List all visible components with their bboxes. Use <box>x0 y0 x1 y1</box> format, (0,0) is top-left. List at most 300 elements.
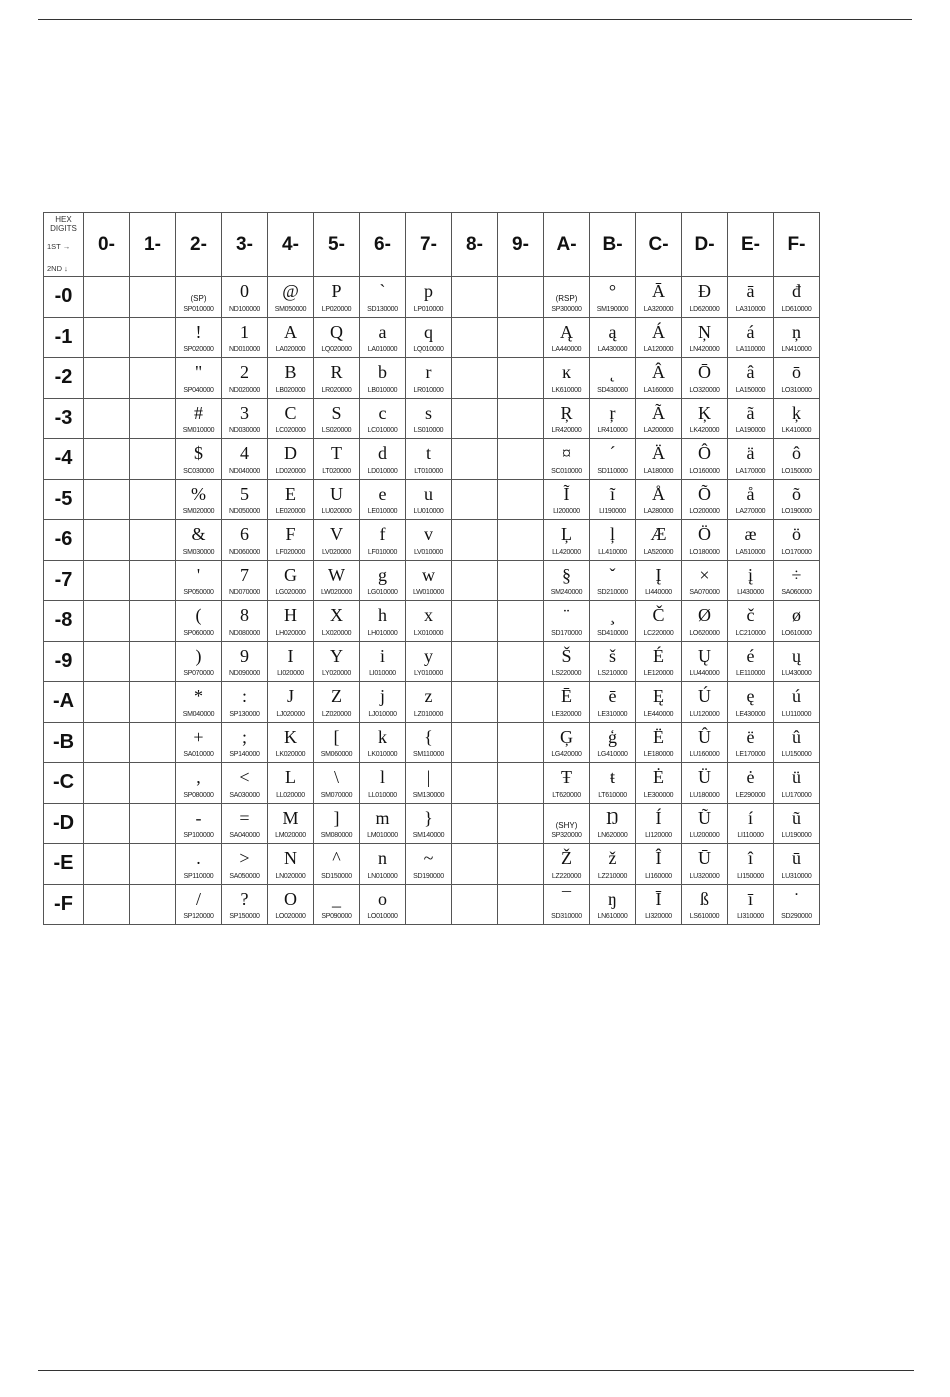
row-header: -D <box>44 803 84 844</box>
character-code: SD150000 <box>321 872 352 880</box>
character-code: LK610000 <box>551 386 582 394</box>
character-cell <box>544 398 590 439</box>
character-glyph: T <box>331 443 342 463</box>
character-cell <box>222 520 268 561</box>
table-row <box>44 520 820 561</box>
character-code: LN020000 <box>275 872 306 880</box>
column-header: 1- <box>130 213 176 277</box>
character-cell <box>636 439 682 480</box>
character-glyph: C <box>284 402 297 423</box>
character-glyph: / <box>195 888 201 909</box>
character-glyph: ~ <box>423 848 434 868</box>
empty-cell <box>452 439 498 480</box>
character-code: LK410000 <box>781 427 812 434</box>
column-header: 8- <box>452 213 498 277</box>
character-glyph: V <box>330 524 343 544</box>
character-code: LI190000 <box>599 508 626 515</box>
character-code: LX020000 <box>321 629 352 637</box>
character-glyph: ä <box>746 443 755 463</box>
character-glyph: E <box>285 483 296 504</box>
character-code: SM050000 <box>274 305 307 313</box>
character-code: LE170000 <box>735 751 766 758</box>
character-code: LA180000 <box>643 467 674 475</box>
character-code: LO620000 <box>689 629 720 637</box>
character-glyph: S <box>331 402 342 423</box>
character-glyph: Ú <box>698 686 711 706</box>
character-code: LA520000 <box>643 548 674 556</box>
character-cell <box>176 803 222 844</box>
character-glyph: G <box>284 564 297 585</box>
character-glyph: 4 <box>240 443 249 463</box>
table-body <box>44 277 820 925</box>
character-code: LE110000 <box>735 670 765 677</box>
character-cell <box>636 560 682 601</box>
character-cell <box>314 844 360 885</box>
character-glyph: c <box>378 402 387 423</box>
character-code: LA150000 <box>735 386 766 394</box>
character-cell <box>728 479 774 520</box>
character-code: LG410000 <box>597 751 628 758</box>
character-glyph: Ŋ <box>606 807 619 828</box>
empty-cell <box>452 763 498 804</box>
character-cell <box>268 479 314 520</box>
character-glyph: Į <box>655 564 662 585</box>
character-glyph: ŧ <box>609 767 615 787</box>
character-code: LV020000 <box>321 548 351 556</box>
empty-cell <box>130 601 176 642</box>
character-cell <box>728 560 774 601</box>
character-cell <box>544 682 590 723</box>
character-cell <box>544 763 590 804</box>
character-glyph: (RSP) <box>555 294 578 303</box>
character-code: SP300000 <box>551 305 582 313</box>
character-glyph: d <box>378 443 387 463</box>
character-cell <box>682 722 728 763</box>
character-glyph: å <box>746 483 755 504</box>
character-code: SM240000 <box>550 589 583 596</box>
character-glyph: Ū <box>698 848 711 868</box>
column-header: B- <box>590 213 636 277</box>
character-glyph: ˛ <box>609 362 616 382</box>
character-code: LD010000 <box>367 467 398 475</box>
column-header: 5- <box>314 213 360 277</box>
character-glyph: Ė <box>653 767 664 787</box>
character-glyph: O <box>284 888 297 909</box>
character-glyph: 9 <box>240 645 249 666</box>
character-glyph: $ <box>194 443 203 463</box>
character-code: LT610000 <box>598 791 627 799</box>
character-glyph: Ä <box>652 443 665 463</box>
character-code: LC210000 <box>735 629 766 637</box>
character-glyph: \ <box>333 767 339 787</box>
character-code: LA510000 <box>735 548 766 556</box>
character-code: LO170000 <box>781 548 812 556</box>
character-glyph: ? <box>240 888 249 909</box>
character-cell <box>636 763 682 804</box>
character-cell <box>728 682 774 723</box>
character-cell <box>222 641 268 682</box>
character-code: LD610000 <box>781 305 812 313</box>
empty-cell <box>498 277 544 318</box>
character-glyph: (SP) <box>190 294 207 303</box>
character-cell <box>544 277 590 318</box>
row-header: -1 <box>44 317 84 358</box>
character-glyph: ũ <box>792 807 801 828</box>
character-code: SM060000 <box>320 751 353 758</box>
character-code: SP150000 <box>229 913 260 920</box>
character-code: LA310000 <box>735 305 766 313</box>
character-glyph: Ë <box>653 726 664 747</box>
character-glyph: ę <box>746 686 755 706</box>
empty-cell <box>84 398 130 439</box>
empty-cell <box>130 277 176 318</box>
character-cell <box>728 520 774 561</box>
character-glyph: q <box>424 321 433 342</box>
character-glyph: v <box>424 524 433 544</box>
row-header: -F <box>44 884 84 925</box>
character-cell <box>728 803 774 844</box>
character-glyph: ^ <box>332 848 341 868</box>
character-glyph: e <box>378 483 387 504</box>
character-glyph: ú <box>792 686 801 706</box>
character-glyph: ' <box>196 564 201 585</box>
character-cell <box>314 763 360 804</box>
character-glyph: b <box>378 362 387 382</box>
empty-cell <box>84 439 130 480</box>
character-glyph: ų <box>792 645 801 666</box>
character-code: LR010000 <box>413 386 444 394</box>
character-code: SC010000 <box>551 467 582 475</box>
empty-cell <box>130 479 176 520</box>
character-code: LB020000 <box>275 386 306 394</box>
character-code: SD130000 <box>367 305 398 313</box>
empty-cell <box>452 560 498 601</box>
character-glyph: Q <box>330 321 343 342</box>
table-row <box>44 439 820 480</box>
character-glyph: Ī <box>655 888 662 909</box>
empty-cell <box>452 844 498 885</box>
character-code: LT020000 <box>322 467 351 475</box>
character-code: SM010000 <box>182 427 215 434</box>
character-code: SP100000 <box>183 832 214 839</box>
character-cell <box>360 398 406 439</box>
character-glyph: r <box>425 362 432 382</box>
character-glyph: ; <box>241 726 247 747</box>
character-code: LU180000 <box>689 791 720 799</box>
character-cell <box>176 560 222 601</box>
character-cell <box>728 317 774 358</box>
character-glyph: Õ <box>698 483 711 504</box>
character-glyph: ô <box>792 443 801 463</box>
character-glyph: Ģ <box>560 726 573 747</box>
table-row <box>44 803 820 844</box>
character-code: LI150000 <box>737 872 764 880</box>
character-cell <box>222 277 268 318</box>
character-cell <box>406 439 452 480</box>
character-code: LI160000 <box>645 872 672 880</box>
character-code: LU190000 <box>781 832 812 839</box>
character-code: SD410000 <box>597 629 628 637</box>
row-header: -2 <box>44 358 84 399</box>
character-cell <box>544 358 590 399</box>
character-glyph: ō <box>792 362 801 382</box>
character-glyph: ë <box>746 726 755 747</box>
character-cell <box>268 641 314 682</box>
character-glyph: Ą <box>560 321 573 342</box>
row-header: -C <box>44 763 84 804</box>
character-cell <box>544 439 590 480</box>
character-code: LU160000 <box>689 751 720 758</box>
character-cell <box>636 358 682 399</box>
character-cell <box>314 520 360 561</box>
character-code: LG010000 <box>367 589 398 596</box>
character-code: ND090000 <box>228 670 261 677</box>
character-cell <box>636 641 682 682</box>
character-code: ND070000 <box>228 589 261 596</box>
character-code: LU170000 <box>781 791 812 799</box>
character-code: SA060000 <box>781 589 812 596</box>
character-cell <box>682 601 728 642</box>
character-code: LU440000 <box>689 670 720 677</box>
character-glyph: Ö <box>698 524 711 544</box>
character-glyph: I <box>287 645 294 666</box>
character-code: LE300000 <box>643 791 674 799</box>
character-code: LD620000 <box>689 305 720 313</box>
character-code: LO010000 <box>367 913 398 920</box>
character-cell <box>774 277 820 318</box>
character-code: LK010000 <box>367 751 398 758</box>
character-cell <box>774 479 820 520</box>
character-cell <box>314 560 360 601</box>
character-glyph: { <box>424 726 433 747</box>
character-glyph: ø <box>792 605 801 625</box>
character-cell <box>544 520 590 561</box>
character-code: SP320000 <box>551 832 582 839</box>
character-cell <box>590 844 636 885</box>
character-code: LQ010000 <box>413 346 444 353</box>
column-header: 6- <box>360 213 406 277</box>
character-code: LU150000 <box>781 751 812 758</box>
character-cell <box>682 641 728 682</box>
character-cell <box>360 479 406 520</box>
character-glyph: ą <box>608 321 617 342</box>
character-code: SP040000 <box>183 386 214 394</box>
character-glyph: Š <box>561 645 572 666</box>
character-cell <box>774 317 820 358</box>
character-code: LN010000 <box>367 872 398 880</box>
character-code: LG020000 <box>275 589 306 596</box>
character-cell <box>176 358 222 399</box>
character-cell <box>176 763 222 804</box>
character-glyph: ņ <box>792 321 801 342</box>
character-code: SD290000 <box>781 913 812 920</box>
character-glyph: s <box>424 402 432 423</box>
character-code: LO610000 <box>781 629 812 637</box>
character-cell <box>360 803 406 844</box>
character-code: LN420000 <box>689 346 720 353</box>
empty-cell <box>84 358 130 399</box>
character-code: LF010000 <box>367 548 398 556</box>
character-cell <box>406 722 452 763</box>
character-glyph: ü <box>792 767 801 787</box>
character-glyph: L <box>285 767 296 787</box>
table-row <box>44 398 820 439</box>
character-cell <box>544 560 590 601</box>
character-cell <box>268 763 314 804</box>
character-glyph: + <box>193 726 204 747</box>
character-glyph: 0 <box>240 281 249 301</box>
character-code: LI440000 <box>645 589 672 596</box>
character-glyph: } <box>424 807 433 828</box>
character-cell <box>222 479 268 520</box>
character-code: LU010000 <box>413 508 444 515</box>
character-code: LI010000 <box>369 670 396 677</box>
character-glyph: ģ <box>608 726 617 747</box>
character-cell <box>314 277 360 318</box>
character-cell <box>682 277 728 318</box>
character-code: LK020000 <box>275 751 306 758</box>
character-cell <box>590 682 636 723</box>
character-glyph: Ā <box>652 281 665 301</box>
character-cell <box>314 479 360 520</box>
character-cell <box>268 803 314 844</box>
character-code: LM020000 <box>275 832 306 839</box>
character-cell <box>268 682 314 723</box>
character-glyph: . <box>196 848 201 868</box>
character-code: LU120000 <box>689 710 720 718</box>
character-glyph: 8 <box>240 605 249 625</box>
character-cell <box>682 520 728 561</box>
character-code: SP090000 <box>321 913 352 920</box>
character-glyph: R <box>330 362 343 382</box>
character-code: SA030000 <box>229 791 260 799</box>
character-glyph: â <box>746 362 755 382</box>
row-header: -E <box>44 844 84 885</box>
character-code: SP080000 <box>183 791 214 799</box>
character-code: SP110000 <box>183 872 214 880</box>
character-code: LE180000 <box>643 751 674 758</box>
character-cell <box>682 479 728 520</box>
character-cell <box>222 763 268 804</box>
character-glyph: û <box>792 726 801 747</box>
character-cell <box>406 520 452 561</box>
character-cell <box>636 398 682 439</box>
character-code: LO160000 <box>689 467 720 475</box>
character-code: LA120000 <box>643 346 674 353</box>
character-glyph: 2 <box>240 362 249 382</box>
character-cell <box>682 358 728 399</box>
table-row <box>44 560 820 601</box>
column-header: F- <box>774 213 820 277</box>
character-glyph: Ã <box>652 402 665 423</box>
character-code: LL420000 <box>552 548 581 556</box>
character-glyph: Ô <box>698 443 711 463</box>
character-code: SM190000 <box>596 305 629 313</box>
empty-cell <box>84 560 130 601</box>
character-cell <box>222 601 268 642</box>
character-cell <box>682 398 728 439</box>
character-cell <box>774 601 820 642</box>
character-cell <box>636 722 682 763</box>
character-cell <box>360 277 406 318</box>
character-code: LI200000 <box>553 508 580 515</box>
character-cell <box>268 358 314 399</box>
character-code: SD210000 <box>597 589 628 596</box>
column-header: A- <box>544 213 590 277</box>
column-header: C- <box>636 213 682 277</box>
character-cell <box>544 601 590 642</box>
empty-cell <box>84 277 130 318</box>
character-glyph: ŋ <box>608 888 617 909</box>
character-code: LE290000 <box>735 791 766 799</box>
empty-cell <box>130 641 176 682</box>
character-code: LI430000 <box>737 589 764 596</box>
empty-cell <box>84 317 130 358</box>
character-glyph: ( <box>195 605 202 625</box>
character-code: SA040000 <box>229 832 260 839</box>
character-code: LZ220000 <box>551 872 582 880</box>
character-cell <box>360 358 406 399</box>
character-cell <box>406 317 452 358</box>
character-cell <box>314 358 360 399</box>
character-cell <box>682 439 728 480</box>
character-code: LE010000 <box>367 508 398 515</box>
character-cell <box>360 844 406 885</box>
character-glyph: Â <box>652 362 665 382</box>
character-glyph: õ <box>792 483 801 504</box>
character-code: ND100000 <box>228 305 261 313</box>
row-header: -9 <box>44 641 84 682</box>
character-code: LE320000 <box>551 710 582 718</box>
row-header: -A <box>44 682 84 723</box>
character-glyph: Ķ <box>698 402 711 423</box>
character-code: LR420000 <box>551 427 582 434</box>
character-glyph: t <box>425 443 431 463</box>
character-glyph: * <box>194 686 203 706</box>
character-cell <box>774 358 820 399</box>
table-row <box>44 844 820 885</box>
character-glyph: Y <box>330 645 343 666</box>
character-cell <box>636 682 682 723</box>
empty-cell <box>84 641 130 682</box>
character-code: LL410000 <box>598 548 627 556</box>
character-glyph: ē <box>608 686 617 706</box>
character-cell <box>544 317 590 358</box>
character-code: LZ020000 <box>321 710 352 718</box>
character-glyph: Ņ <box>698 321 711 342</box>
character-glyph: ˇ <box>609 564 616 585</box>
character-code: LA170000 <box>735 467 766 475</box>
empty-cell <box>84 722 130 763</box>
character-glyph: _ <box>332 888 341 909</box>
table-row <box>44 479 820 520</box>
character-glyph: í <box>747 807 753 828</box>
character-glyph: é <box>746 645 755 666</box>
character-code: LI320000 <box>645 913 672 920</box>
character-cell <box>268 439 314 480</box>
character-glyph: u <box>424 483 433 504</box>
empty-cell <box>84 763 130 804</box>
character-glyph: Ŗ <box>560 402 573 423</box>
character-cell <box>222 722 268 763</box>
character-cell <box>590 560 636 601</box>
character-cell <box>406 763 452 804</box>
character-cell <box>360 601 406 642</box>
character-cell <box>590 884 636 925</box>
character-cell <box>314 884 360 925</box>
character-glyph: - <box>195 807 202 828</box>
character-glyph: į <box>747 564 753 585</box>
